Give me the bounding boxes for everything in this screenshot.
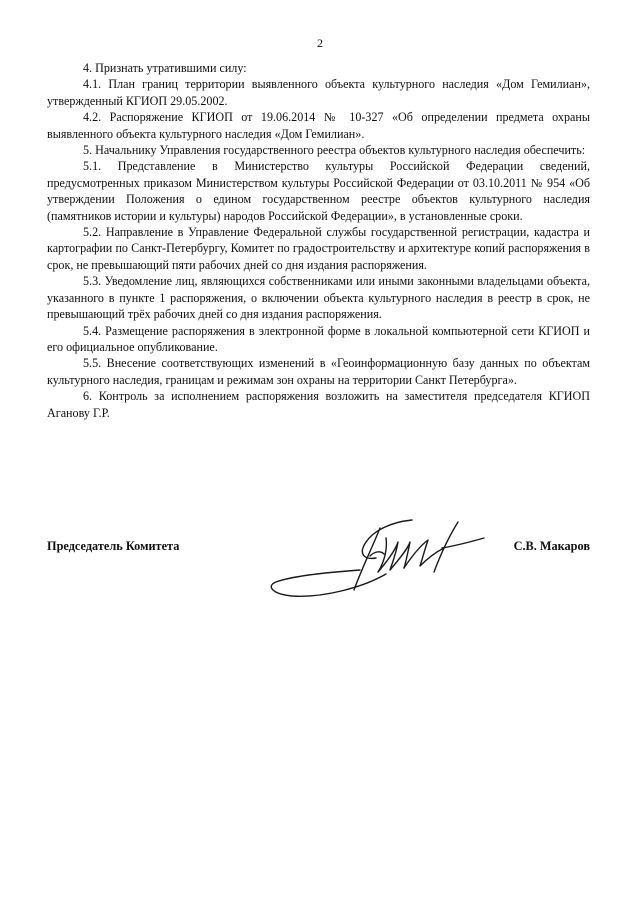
paragraph-item-4: 4. Признать утратившими силу: — [83, 61, 247, 75]
paragraph-item-4-1: 4.1. План границ территории выявленного объекта культурного наследия «Дом Гемилиан», утвержденный КГИОП 29.05.2002. — [47, 77, 590, 108]
handwritten-signature — [262, 508, 502, 608]
paragraph-item-5: 5. Начальнику Управления государственного реестра объектов культурного наследия обеспечить: — [83, 143, 586, 158]
paragraph-item-5-5: 5.5. Внесение соответствующих изменений в «Геоинформационную базу данных по объектам культурного наследия, границам и режимам зон охраны на территории Санкт Петербурга». — [47, 356, 590, 387]
paragraph-item-5-3: 5.3. Уведомление лиц, являющихся собственниками или иными законными владельцами объекта, указанного в пункте 1 распоряжения, о включении объекта культурного наследия в реестр в срок, не превышающий трёх рабочих дней со дня издания распоряжения. — [47, 274, 590, 322]
page-number: 2 — [317, 36, 323, 50]
paragraph-item-5-4: 5.4. Размещение распоряжения в электронной форме в локальной компьютерной сети КГИОП и его официальное опубликование. — [47, 323, 590, 354]
paragraph-item-5-2: 5.2. Направление в Управление Федеральной службы государственной регистрации, кадастра и картографии по Санкт-Петербургу, Комитет по градостроительству и архитектуре копий распоряжения в срок, не превышающий пяти рабочих дней со дня издания распоряжения. — [47, 225, 590, 272]
paragraph-item-6: 6. Контроль за исполнением распоряжения возложить на заместителя председателя КГИОП Аганову Г.Р. — [47, 389, 590, 420]
paragraph-item-4-2: 4.2. Распоряжение КГИОП от 19.06.2014 № 10-327 «Об определении предмета охраны выявленного объекта культурного наследия «Дом Гемилиан». — [47, 110, 590, 141]
signer-position: Председатель Комитета — [47, 539, 180, 553]
document-body — [47, 60, 590, 421]
paragraph-item-5-1: 5.1. Представление в Министерство культуры Российской Федерации сведений, предусмотренных приказом Министерством культуры Российской Федерации от 03.10.2011 № 954 «Об утверждении Положения о едином государственном реестре объектов культурного наследия (памятников истории и культуры) народов Российской Федерации», в установленные сроки. — [47, 159, 590, 223]
signer-name: С.В. Макаров — [513, 539, 590, 553]
